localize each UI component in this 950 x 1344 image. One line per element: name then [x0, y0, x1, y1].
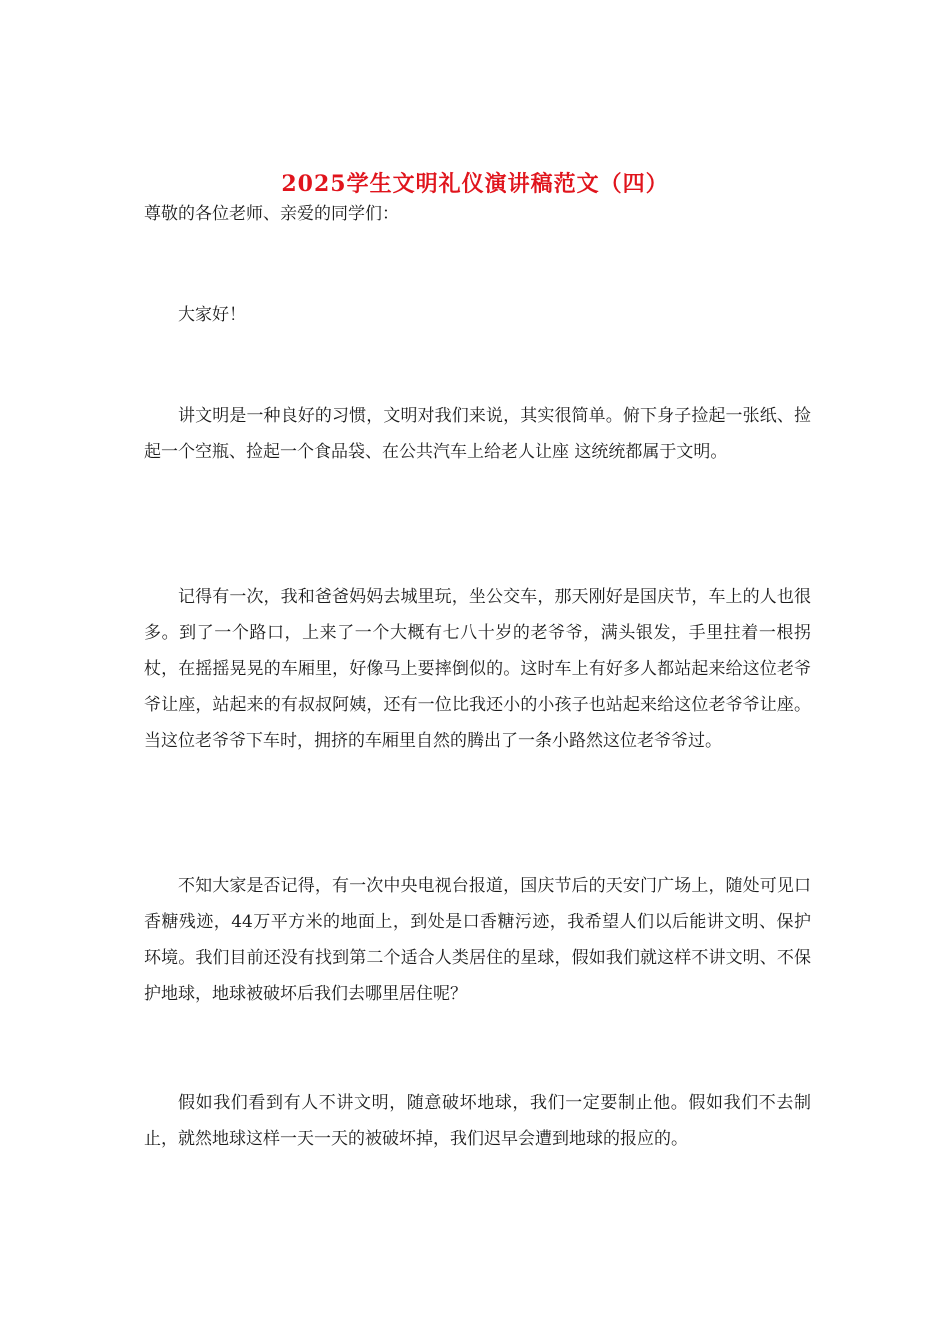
body-paragraph: 记得有一次，我和爸爸妈妈去城里玩，坐公交车，那天刚好是国庆节，车上的人也很多。到了一个路口，上来了一个大概有七八十岁的老爷爷，满头银发，手里拄着一根拐杖，在摇摇晃晃的车厢里，好像马上要摔倒似的。这时车上有好多人都站起来给这位老爷爷让座，站起来的有叔叔阿姨，还有一位比我还小的小孩子也站起来给这位老爷爷让座。当这位老爷爷下车时，拥挤的车厢里自然的腾出了一条小路然这位老爷爷过。: [144, 587, 811, 751]
greeting: 大家好！: [178, 305, 246, 325]
body-paragraph: 讲文明是一种良好的习惯，文明对我们来说，其实很简单。俯下身子捡起一张纸、捡起一个空瓶、捡起一个食品袋、在公共汽车上给老人让座 这统统都属于文明。: [144, 406, 811, 462]
body-paragraph: 假如我们看到有人不讲文明，随意破坏地球，我们一定要制止他。假如我们不去制止，就然地球这样一天一天的被破坏掉，我们迟早会遭到地球的报应的。: [144, 1093, 811, 1149]
document-title: 2025学生文明礼仪演讲稿范文（四）: [281, 170, 669, 197]
salutation: 尊敬的各位老师、亲爱的同学们：: [144, 204, 399, 224]
body-paragraph: 不知大家是否记得，有一次中央电视台报道，国庆节后的天安门广场上，随处可见口香糖残迹，44万平方米的地面上，到处是口香糖污迹，我希望人们以后能讲文明、保护环境。我们目前还没有找到第二个适合人类居住的星球，假如我们就这样不讲文明、不保护地球，地球被破坏后我们去哪里居住呢？: [144, 876, 811, 1004]
